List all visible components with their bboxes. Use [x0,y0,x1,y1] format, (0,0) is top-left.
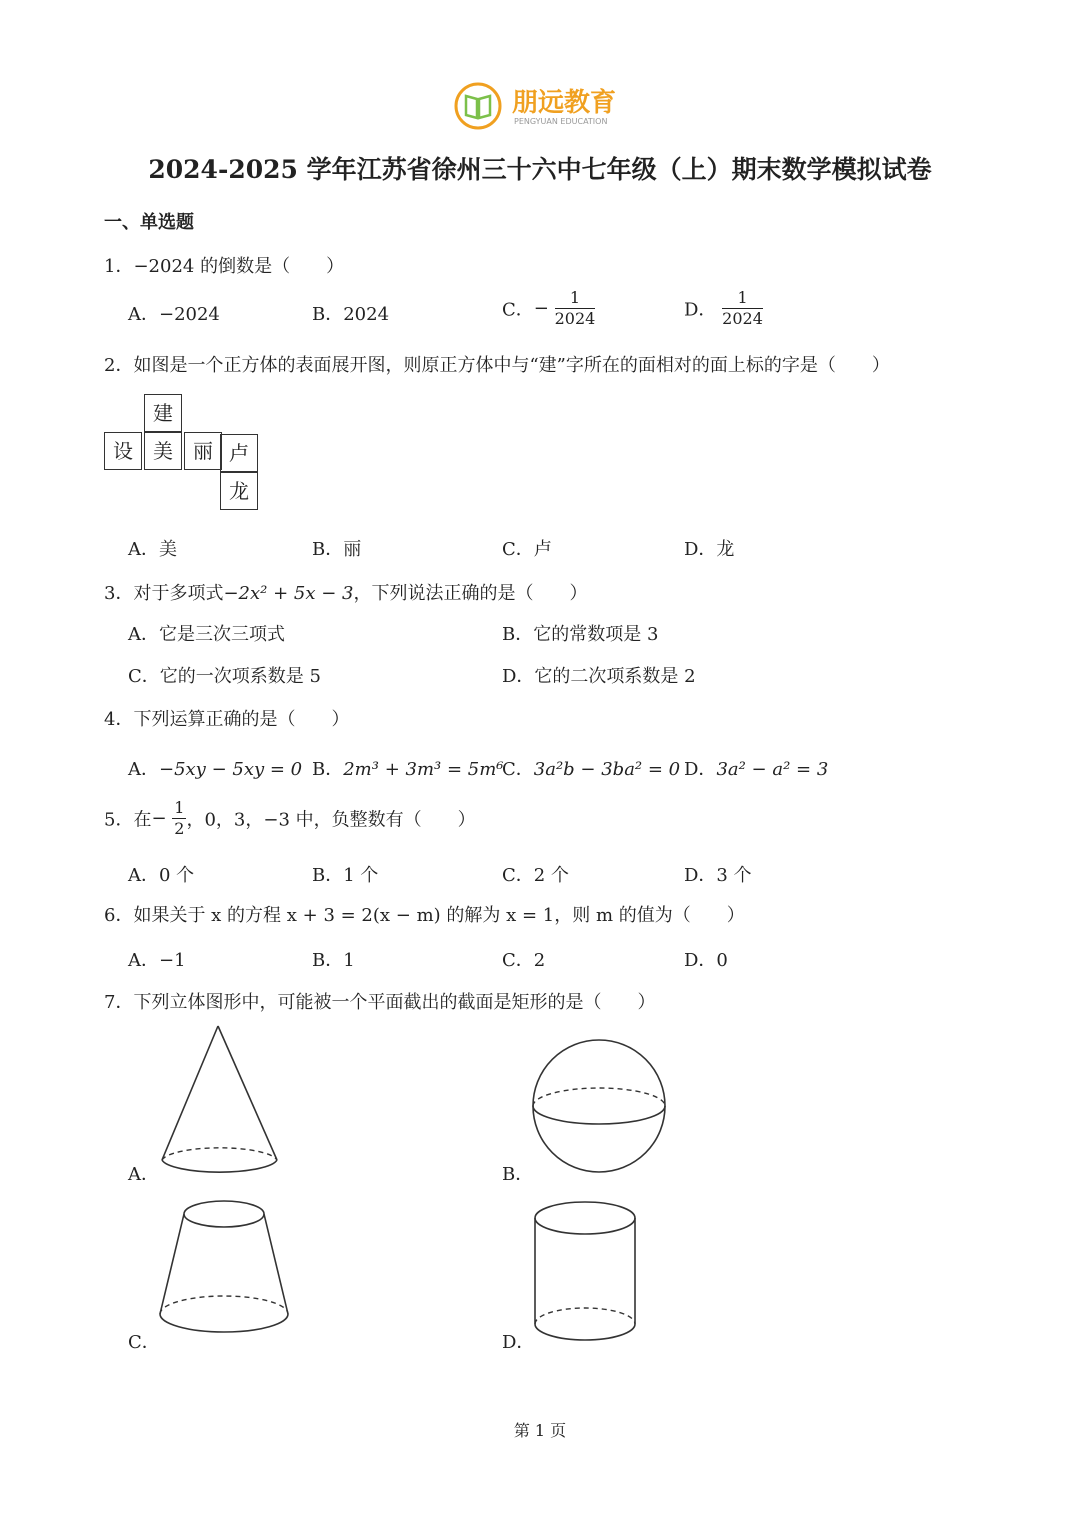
logo-name: 朋远教育 [512,88,617,118]
q4-c-label: C． [502,759,534,780]
q7-option-a: A． [128,1164,159,1185]
q7-text: 下列立体图形中，可能被一个平面截出的截面是矩形的是（ ） [133,992,656,1013]
q4-a-label: A． [128,759,159,780]
cube-net-diagram [104,394,264,514]
q4-a-expr: −5xy − 5xy = 0 [159,759,303,780]
q3-text-pre: 对于多项式 [133,583,224,604]
q4-option-d [684,755,828,781]
q5-denominator: 2 [174,819,185,838]
net-cell-bottom: 龙 [220,472,258,510]
q2-option-b: B．丽 [312,539,362,560]
logo-subtitle: PENGYUAN EDUCATION [514,117,608,126]
q1-c-label: C． [502,299,534,321]
q4-d-expr: 3a² − a² = 3 [716,759,829,780]
q3-text-post: ，下列说法正确的是（ ） [353,583,588,604]
q7-option-c: C． [128,1332,160,1353]
q3-option-b: B．它的常数项是 3 [502,624,659,645]
q3-option-c: C．它的一次项系数是 5 [128,666,321,687]
q1-d-numerator: 1 [722,288,763,309]
q5-fraction [172,798,186,839]
q3-option-a: A．它是三次三项式 [128,624,285,645]
q6-option-d: D．0 [684,950,728,971]
q4-b-label: B． [312,759,344,780]
q1-c-denominator: 2024 [554,309,596,328]
frustum-icon [150,1196,300,1356]
q4-option-c [502,755,680,781]
q5-option-c: C．2 个 [502,865,569,886]
q1-d-label: D． [684,299,717,321]
q1-text: −2024 的倒数是（ ） [133,256,345,277]
q2-number: 2． [104,355,134,376]
q6-option-c: C．2 [502,950,546,971]
page-title: 2024-2025 学年江苏省徐州三十六中七年级（上）期末数学模拟试卷 [148,155,932,184]
q3-stem [104,579,587,605]
cylinder-icon [526,1196,646,1356]
q5-text-post: ，0，3，−3 中，负整数有（ ） [186,809,476,831]
page-number: 第 1 页 [513,1421,567,1440]
q3-number: 3． [104,583,134,604]
q1-option-a: A．−2024 [128,304,220,325]
q3-expression: −2x² + 5x − 3 [223,583,354,604]
q4-text: 下列运算正确的是（ ） [133,709,350,730]
q5-text-pre: 在 [133,809,152,831]
q4-c-expr: 3a²b − 3ba² = 0 [533,759,681,780]
q7-stem [104,988,655,1014]
q1-option-d [684,288,763,329]
q6-text: 如果关于 x 的方程 x + 3 = 2(x − m) 的解为 x = 1，则 m 的值为（ ） [133,905,745,926]
sphere-icon [526,1036,676,1186]
q4-option-b [312,755,504,781]
q3-option-d: D．它的二次项系数是 2 [502,666,696,687]
q6-number: 6． [104,905,134,926]
net-cell-2: 美 [144,432,182,470]
cone-icon [150,1020,290,1180]
q4-number: 4． [104,709,134,730]
net-cell-top: 建 [144,394,182,432]
net-cell-3: 丽 [184,432,222,470]
q5-stem [104,798,476,839]
q5-option-d: D．3 个 [684,865,752,886]
q6-option-b: B．1 [312,950,355,971]
q6-stem [104,901,745,927]
section-heading: 一、单选题 [104,212,194,233]
q5-number: 5． [104,809,134,831]
net-cell-1: 设 [104,432,142,470]
q4-stem [104,705,349,731]
q1-option-b: B．2024 [312,304,390,325]
q1-c-sign: − [533,298,549,319]
net-cell-4: 卢 [220,434,258,472]
book-logo-icon [452,80,504,132]
q5-option-a: A．0 个 [128,865,195,886]
q1-c-numerator: 1 [555,288,596,309]
q1-d-denominator: 2024 [722,309,763,328]
q5-numerator: 1 [174,798,185,817]
logo [452,80,642,132]
q4-d-label: D． [684,759,717,780]
q1-c-fraction [555,288,596,329]
q2-stem [104,351,890,377]
q1-number: 1． [104,256,134,277]
q7-number: 7． [104,992,134,1013]
q1-stem [104,252,344,278]
q2-option-c: C．卢 [502,539,552,560]
q4-option-a [128,755,302,781]
q1-d-fraction [722,288,763,329]
q7-option-d: D． [502,1332,535,1353]
q5-option-b: B．1 个 [312,865,379,886]
q1-option-c [502,288,595,329]
q2-option-a: A．美 [128,539,177,560]
q2-text: 如图是一个正方体的表面展开图，则原正方体中与“建”字所在的面相对的面上标的字是（ ） [133,355,890,376]
q5-sign: − [151,808,167,829]
q7-option-b: B． [502,1164,534,1185]
q6-option-a: A．−1 [128,950,186,971]
q4-b-expr: 2m³ + 3m³ = 5m⁶ [343,759,504,780]
q2-option-d: D．龙 [684,539,735,560]
